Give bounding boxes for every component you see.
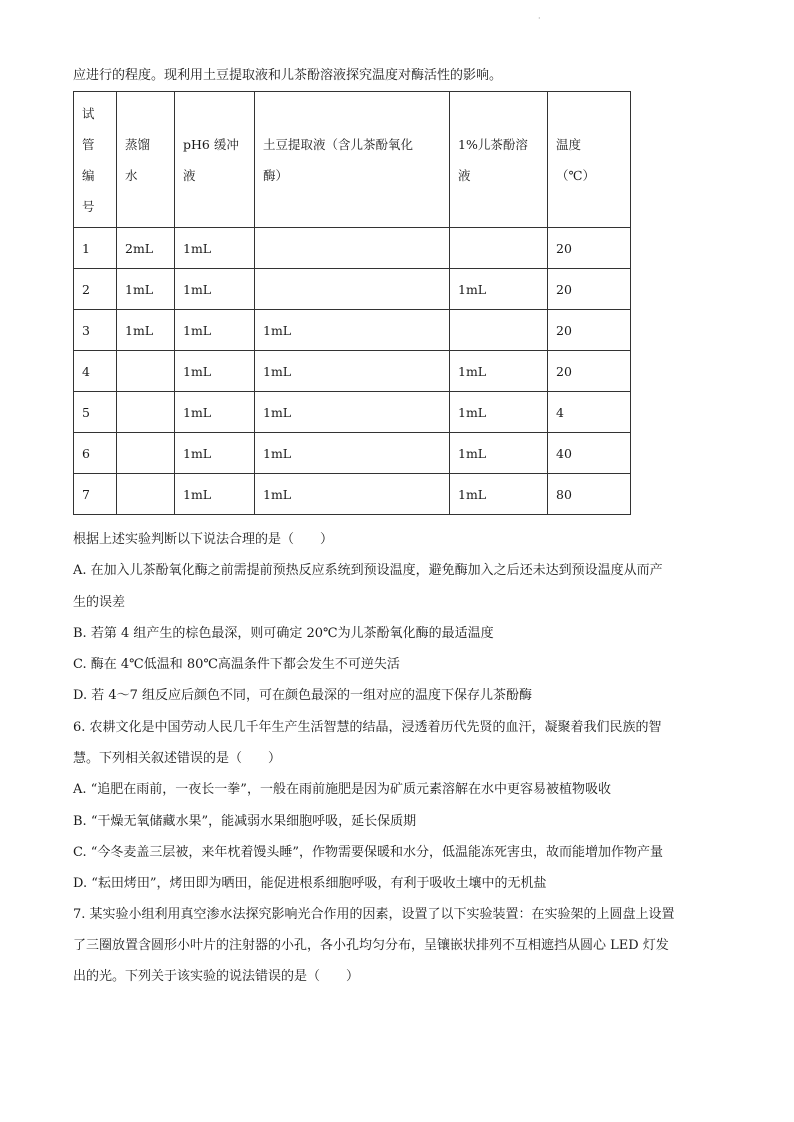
header-line: 温度 [556, 136, 582, 152]
q5-option-d: D. 若 4～7 组反应后颜色不同，可在颜色最深的一组对应的温度下保存儿茶酚酶 [73, 688, 533, 703]
header-line: 蒸馏 [125, 136, 151, 152]
header-line: 酶） [263, 167, 289, 183]
table-cell: 20 [548, 310, 631, 351]
table-cell: 1mL [175, 392, 255, 433]
q5-option-a-line2: 生的误差 [73, 595, 126, 610]
table-cell: 1mL [117, 310, 175, 351]
table-cell [255, 269, 450, 310]
header-line: （℃） [556, 167, 595, 183]
table-row [74, 474, 631, 515]
table-row [74, 310, 631, 351]
table-cell: 3 [74, 310, 117, 351]
table-cell: 20 [548, 228, 631, 269]
header-catechol [450, 92, 548, 228]
table-cell [255, 228, 450, 269]
q6-stem-line1: 6. 农耕文化是中国劳动人民几千年生产生活智慧的结晶，浸透着历代先贤的血汗，凝聚着我们民族的智 [73, 720, 662, 735]
table-cell: 7 [74, 474, 117, 515]
header-line: 液 [458, 167, 471, 183]
table-cell: 1mL [255, 310, 450, 351]
table-cell [450, 310, 548, 351]
table-row [74, 433, 631, 474]
q6-option-b: B. “干燥无氧储藏水果”，能减弱水果细胞呼吸，延长保质期 [73, 814, 417, 829]
q7-line1: 7. 某实验小组利用真空渗水法探究影响光合作用的因素，设置了以下实验装置：在实验架的上圆盘上设置 [73, 907, 675, 922]
table-cell [117, 351, 175, 392]
table-cell [117, 392, 175, 433]
table-cell: 1mL [175, 433, 255, 474]
header-temperature [548, 92, 631, 228]
table-cell: 1mL [450, 392, 548, 433]
table-row [74, 392, 631, 433]
table-cell: 6 [74, 433, 117, 474]
table-cell: 1mL [255, 351, 450, 392]
table-cell: 1mL [175, 310, 255, 351]
q6-option-a: A. “追肥在雨前，一夜长一拳”，一般在雨前施肥是因为矿质元素溶解在水中更容易被植物吸收 [73, 782, 611, 797]
table-cell: 1mL [255, 433, 450, 474]
table-cell [450, 228, 548, 269]
q5-stem: 根据上述实验判断以下说法合理的是（ ） [73, 532, 334, 547]
q5-option-b: B. 若第 4 组产生的棕色最深，则可确定 20℃为儿茶酚氧化酶的最适温度 [73, 626, 494, 641]
header-line: 液 [183, 167, 196, 183]
table-cell: 1mL [175, 474, 255, 515]
table-cell: 1mL [175, 351, 255, 392]
table-cell: 20 [548, 269, 631, 310]
header-line: 试 [82, 105, 95, 121]
table-cell: 2mL [117, 228, 175, 269]
table-row [74, 269, 631, 310]
table-cell: 40 [548, 433, 631, 474]
table-cell: 1mL [450, 433, 548, 474]
header-distilled-water [117, 92, 175, 228]
q7-line2: 了三圈放置含圆形小叶片的注射器的小孔，各小孔均匀分布，呈镶嵌状排列不互相遮挡从圆心 LED 灯发 [73, 938, 669, 953]
table-cell: 1mL [450, 351, 548, 392]
experiment-table [73, 91, 631, 515]
table-cell [117, 474, 175, 515]
table-row [74, 351, 631, 392]
table-header-row [74, 92, 631, 228]
header-line: 号 [82, 198, 95, 214]
table-cell: 1mL [117, 269, 175, 310]
header-line: 编 [82, 167, 95, 183]
q5-option-a-line1: A. 在加入儿茶酚氧化酶之前需提前预热反应系统到预设温度，避免酶加入之后还未达到预设温度从而产 [73, 563, 663, 578]
q6-option-d: D. “耘田烤田”，烤田即为晒田，能促进根系细胞呼吸，有利于吸收土壤中的无机盐 [73, 876, 547, 891]
page-dot: · [538, 14, 541, 23]
header-line: 土豆提取液（含儿茶酚氧化 [263, 136, 414, 152]
table-row [74, 228, 631, 269]
q6-stem-line2: 慧。下列相关叙述错误的是（ ） [73, 751, 282, 766]
table-cell: 4 [548, 392, 631, 433]
header-line: 水 [125, 167, 138, 183]
table-cell: 1mL [255, 392, 450, 433]
q6-option-c: C. “今冬麦盖三层被，来年枕着馒头睡”，作物需要保暖和水分，低温能冻死害虫，故而能增加作物产量 [73, 845, 664, 860]
table-cell: 2 [74, 269, 117, 310]
header-potato-extract [255, 92, 450, 228]
intro-text: 应进行的程度。现利用土豆提取液和儿茶酚溶液探究温度对酶活性的影响。 [73, 68, 503, 83]
header-buffer [175, 92, 255, 228]
header-line: 1%儿茶酚溶 [458, 136, 528, 152]
table-cell: 4 [74, 351, 117, 392]
header-line: pH6 缓冲 [183, 136, 239, 152]
table-cell: 20 [548, 351, 631, 392]
table-cell: 1mL [450, 474, 548, 515]
table-cell: 1mL [450, 269, 548, 310]
table-cell [117, 433, 175, 474]
table-cell: 1mL [175, 269, 255, 310]
q5-option-c: C. 酶在 4℃低温和 80℃高温条件下都会发生不可逆失活 [73, 657, 400, 672]
q7-line3: 出的光。下列关于该实验的说法错误的是（ ） [73, 969, 360, 984]
table-cell: 1mL [255, 474, 450, 515]
header-line: 管 [82, 136, 95, 152]
header-tube-number [74, 92, 117, 228]
table-cell: 5 [74, 392, 117, 433]
table-cell: 1 [74, 228, 117, 269]
table-cell: 1mL [175, 228, 255, 269]
table-cell: 80 [548, 474, 631, 515]
